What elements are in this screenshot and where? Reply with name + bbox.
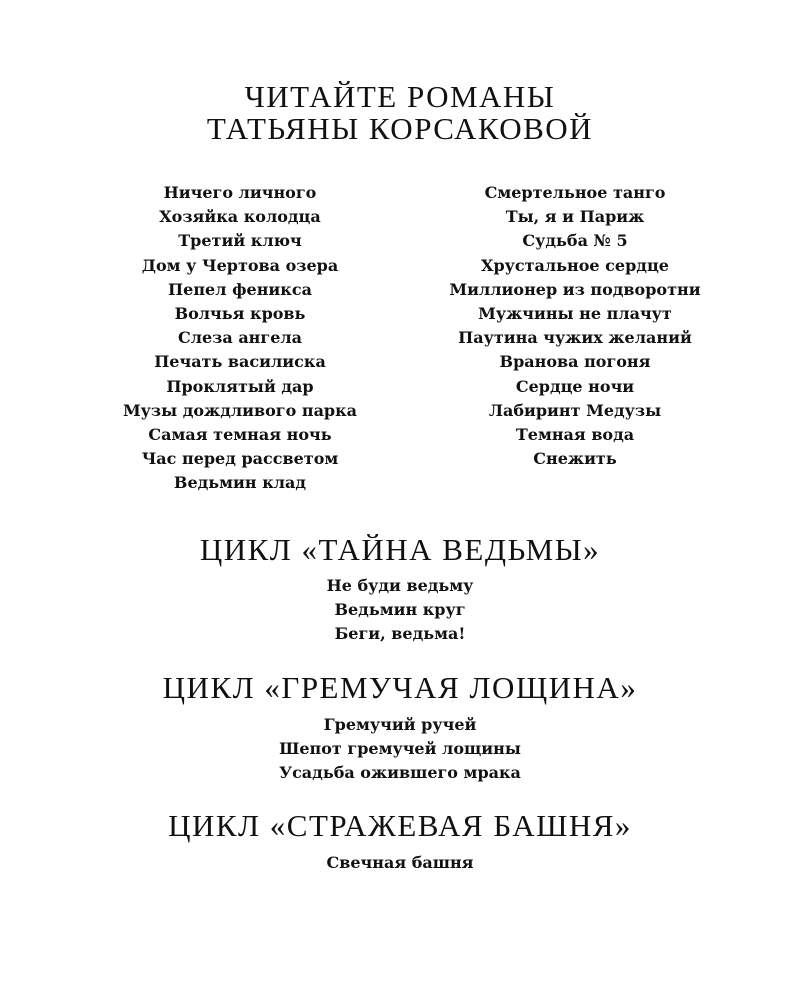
page-title-line-2: ТАТЬЯНЫ КОРСАКОВОЙ (206, 111, 594, 146)
list-item: Час перед рассветом (141, 449, 339, 469)
cycle-books-strazhevaya-bashnya (250, 851, 550, 875)
cycle-books-gremuchaya-loshchina (220, 713, 580, 786)
list-item: Не буди ведьму (326, 576, 474, 595)
list-item: Темная вода (515, 425, 635, 445)
list-item: Проклятый дар (166, 376, 314, 396)
novels-right-column (420, 181, 730, 471)
list-item: Пепел феникса (168, 279, 312, 299)
list-item: Самая темная ночь (148, 425, 332, 445)
list-item: Хозяйка колодца (159, 207, 321, 227)
list-item: Судьба № 5 (522, 231, 628, 251)
list-item: Печать василиска (154, 352, 326, 372)
list-item: Вранова погоня (499, 352, 651, 372)
list-item: Паутина чужих желаний (458, 328, 692, 348)
list-item: Усадьба ожившего мрака (279, 763, 521, 783)
list-item: Снежить (533, 449, 617, 469)
list-item: Ведьмин клад (173, 473, 307, 493)
list-item: Ничего личного (163, 183, 317, 202)
list-item: Слеза ангела (177, 328, 303, 348)
list-item: Свечная башня (326, 853, 474, 872)
list-item: Хрустальное сердце (481, 255, 669, 275)
list-item: Музы дождливого парка (122, 400, 358, 420)
page-title-line-1: ЧИТАЙТЕ РОМАНЫ (244, 79, 556, 114)
cycle-title-gremuchaya-loshchina: ЦИКЛ «ГРЕМУЧАЯ ЛОЩИНА» (162, 670, 638, 705)
cycle-title-strazhevaya-bashnya: ЦИКЛ «СТРАЖЕВАЯ БАШНЯ» (168, 808, 632, 843)
list-item: Сердце ночи (515, 376, 635, 396)
cycle-title-tayna-vedmy: ЦИКЛ «ТАЙНА ВЕДЬМЫ» (199, 532, 601, 567)
list-item: Гремучий ручей (323, 715, 477, 734)
list-item: Беги, ведьма! (334, 624, 466, 644)
list-item: Ты, я и Париж (505, 207, 645, 227)
list-item: Дом у Чертова озера (141, 255, 339, 275)
cycle-books-tayna-vedmy (250, 574, 550, 647)
list-item: Третий ключ (178, 231, 302, 251)
list-item: Ведьмин круг (334, 600, 466, 620)
list-item: Шепот гремучей лощины (279, 739, 521, 759)
list-item: Смертельное танго (484, 183, 666, 202)
list-item: Мужчины не плачут (478, 304, 672, 324)
list-item: Лабиринт Медузы (488, 400, 662, 420)
list-item: Миллионер из подворотни (449, 279, 701, 299)
list-item: Волчья кровь (174, 304, 306, 324)
novels-left-column (95, 181, 385, 496)
